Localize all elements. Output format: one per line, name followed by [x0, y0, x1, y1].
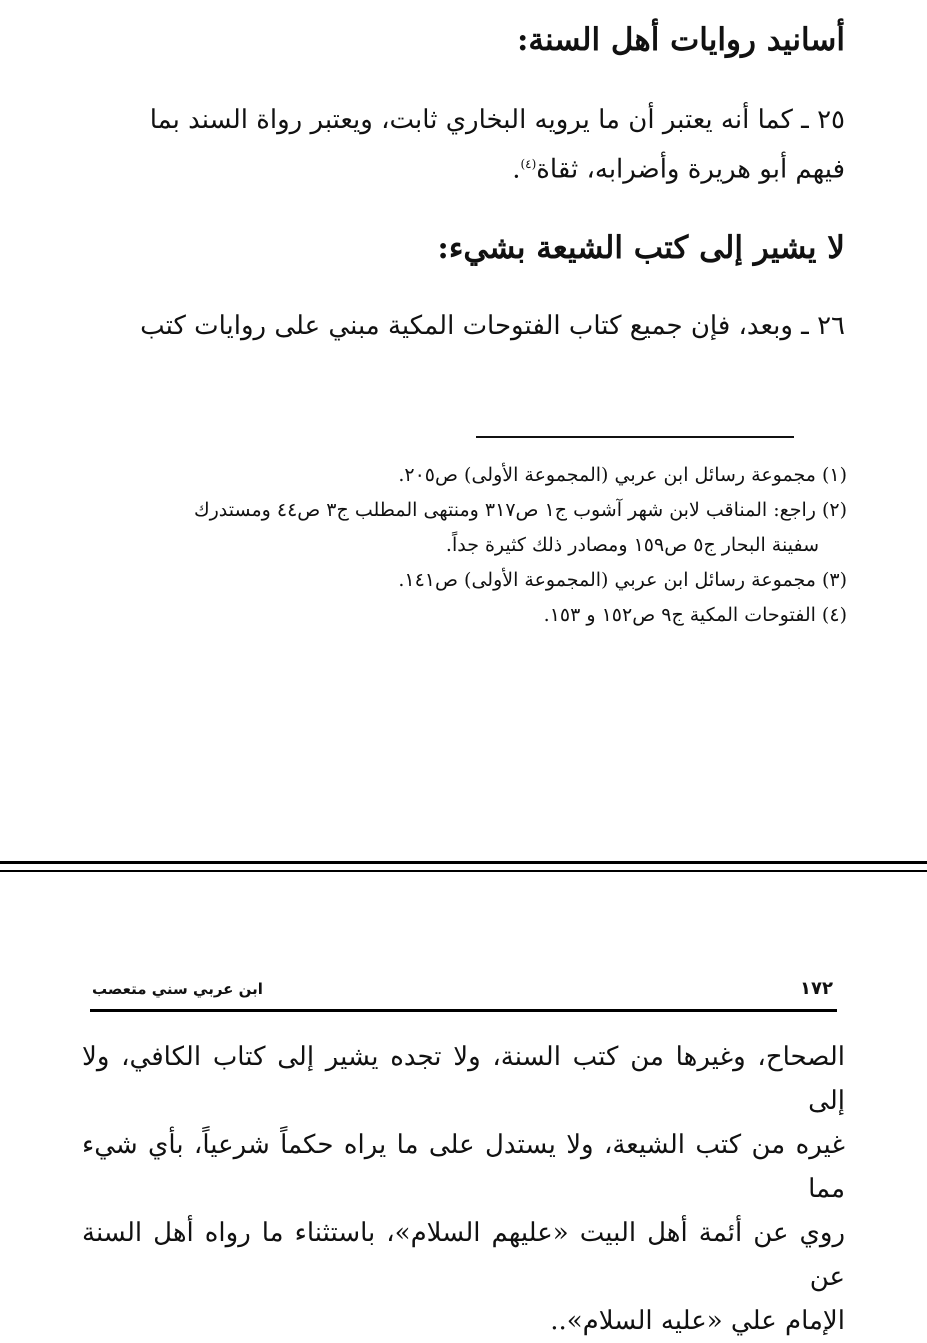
footnote-separator	[476, 436, 794, 438]
header-rule	[90, 1009, 837, 1012]
page-break-line-bottom	[0, 870, 927, 872]
section-heading-sunni-chains: أسانيد روايات أهل السنة:	[516, 22, 845, 58]
page-number: ١٧٢	[800, 978, 833, 999]
page-break-divider	[0, 861, 927, 874]
paragraph-continued-line2: غيره من كتب الشيعة، ولا يستدل على ما يراه حكماً شرعياً، بأي شيء مما	[82, 1130, 845, 1204]
footnote-2-continuation: سفينة البحار ج٥ ص١٥٩ ومصادر ذلك كثيرة جداً.	[445, 534, 819, 556]
footnote-ref-4: (٤)	[520, 157, 537, 171]
page-break-line-top	[0, 861, 927, 864]
footnote-3: (٣) مجموعة رسائل ابن عربي (المجموعة الأولى) ص١٤١.	[398, 569, 847, 591]
paragraph-25-line1: ٢٥ ـ كما أنه يعتبر أن ما يرويه البخاري ثابت، ويعتبر رواة السند بما	[149, 105, 845, 135]
footnote-4: (٤) الفتوحات المكية ج٩ ص١٥٢ و ١٥٣.	[543, 604, 847, 626]
paragraph-continued-line3: روي عن أئمة أهل البيت «عليهم السلام»، باستثناء ما رواه أهل السنة عن	[82, 1218, 845, 1292]
footnote-1: (١) مجموعة رسائل ابن عربي (المجموعة الأولى) ص٢٠٥.	[398, 464, 847, 486]
footnote-2-text: (٢) راجع: المناقب لابن شهر آشوب ج١ ص٣١٧ ومنتهى المطلب ج٣ ص٤٤ ومستدرك	[193, 499, 847, 521]
paragraph-continued-line4: الإمام علي «عليه السلام»..	[550, 1306, 845, 1336]
paragraph-25-end: .	[512, 154, 521, 185]
paragraph-25	[82, 98, 845, 192]
paragraph-25-line2: فيهم أبو هريرة وأضرابه، ثقاة	[536, 154, 845, 185]
running-header	[90, 978, 837, 1012]
footnote-2	[80, 493, 847, 563]
paragraph-continued-line1: الصحاح، وغيرها من كتب السنة، ولا تجده يشير إلى كتاب الكافي، ولا إلى	[82, 1042, 845, 1116]
paragraph-26: ٢٦ ـ وبعد، فإن جميع كتاب الفتوحات المكية مبني على روايات كتب	[140, 311, 845, 341]
paragraph-continued	[82, 1035, 845, 1343]
footnotes-list	[80, 458, 847, 633]
book-title: ابن عربي سني متعصب	[92, 980, 263, 998]
section-heading-no-shia-books: لا يشير إلى كتب الشيعة بشيء:	[437, 230, 845, 266]
